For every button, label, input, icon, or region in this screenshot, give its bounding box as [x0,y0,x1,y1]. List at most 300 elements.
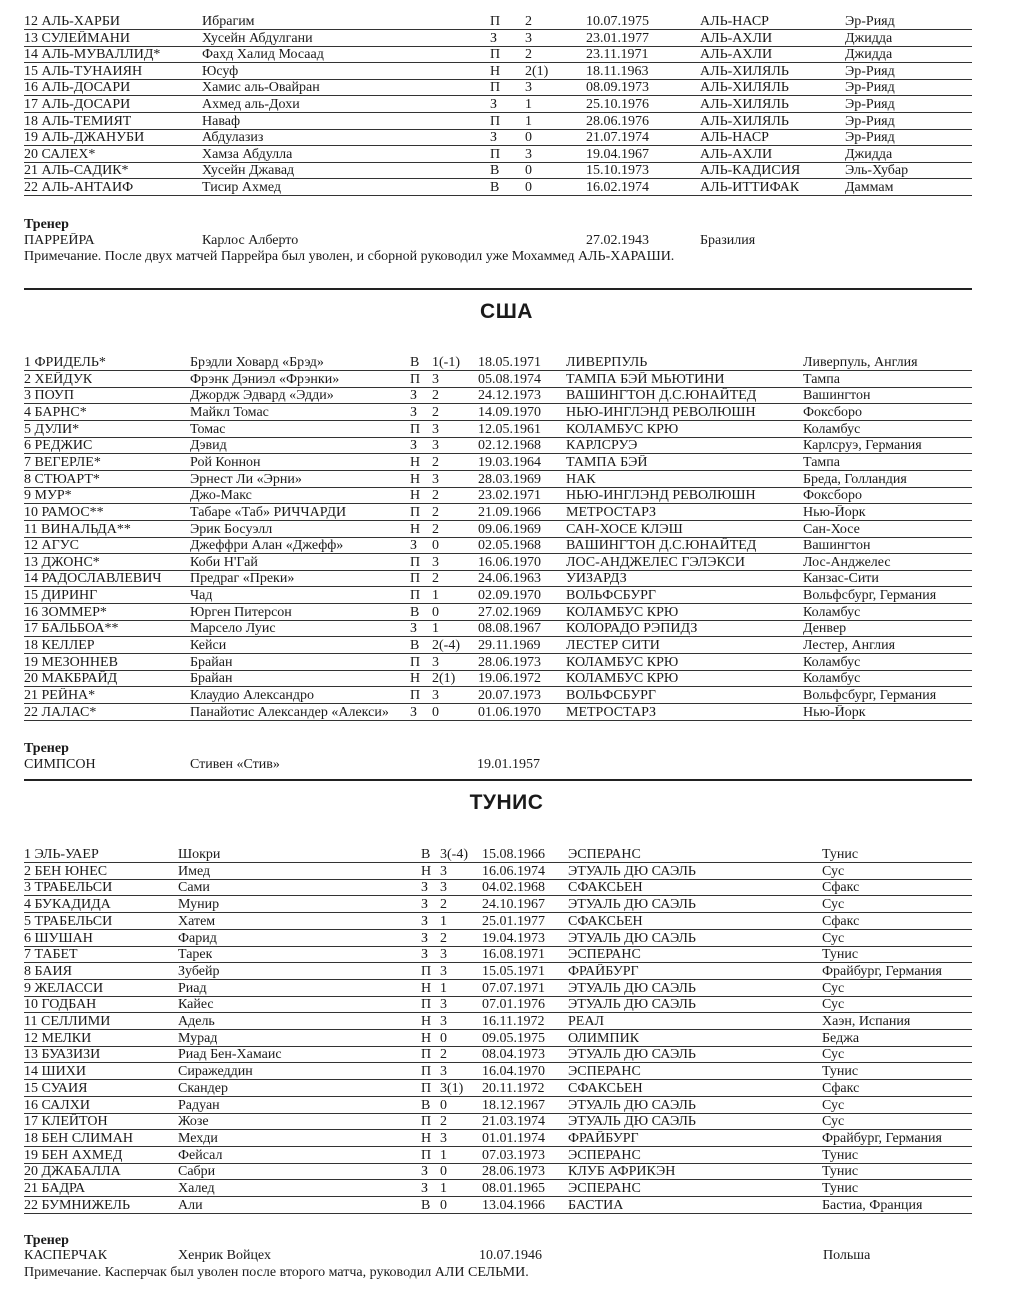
caps: 1 [440,1147,447,1163]
club: АЛЬ-АХЛИ [700,47,773,63]
position: В [410,604,420,620]
club: ВАШИНГТОН Д.С.ЮНАЙТЕД [566,538,757,554]
birthdate: 02.05.1968 [478,538,541,554]
birthdate: 21.03.1974 [482,1114,545,1130]
club: СФАКСЬЕН [568,1080,643,1096]
city: Бастиа, Франция [822,1197,923,1213]
city: Тампа [803,371,840,387]
birthdate: 05.08.1974 [478,371,541,387]
birthdate: 01.01.1974 [482,1130,545,1146]
player-name: 17 БАЛЬБОА** [24,621,119,637]
position: В [410,355,420,370]
table-row [0,571,1013,588]
player-name: 19 АЛЬ-ДЖАНУБИ [24,130,145,146]
position: З [421,1181,429,1196]
birthdate: 02.09.1970 [478,588,541,604]
position: В [421,847,431,862]
player-firstname: Рой Коннон [190,454,261,470]
caps: 3 [432,421,439,437]
club: ФРАЙБУРГ [568,963,639,979]
city: Сус [822,1047,845,1063]
birthdate: 04.02.1968 [482,880,545,896]
position: Н [421,1130,432,1146]
player-name: 16 АЛЬ-ДОСАРИ [24,80,131,96]
club: САН-ХОСЕ КЛЭШ [566,521,683,537]
city: Джидда [845,146,893,162]
saudi-coach-birthdate: 27.02.1943 [586,233,649,248]
caps: 2 [432,488,439,504]
player-name: 8 БАИЯ [24,963,72,979]
table-row [0,638,1013,655]
caps: 0 [440,1030,447,1046]
usa-coach-surname: СИМПСОН [24,757,96,772]
club: ВОЛЬФСБУРГ [566,688,657,703]
player-name: 19 БЕН АХМЕД [24,1147,123,1163]
saudi-coach-label: Тренер [24,217,69,232]
birthdate: 18.11.1963 [586,63,649,79]
city: Эль-Хубар [845,163,909,179]
table-row [0,455,1013,472]
birthdate: 08.09.1973 [586,80,649,96]
caps: 1 [432,621,439,637]
club: ТАМПА БЭЙ [566,454,648,470]
club: ЭТУАЛЬ ДЮ САЭЛЬ [568,1047,696,1063]
table-row [0,488,1013,505]
table-row [0,555,1013,572]
player-firstname: Джо-Макс [190,488,252,504]
player-firstname: Фейсал [178,1147,223,1163]
player-name: 19 МЕЗОННЕВ [24,654,118,670]
player-firstname: Хусейн Абдулгани [202,30,313,46]
player-firstname: Скандер [178,1080,228,1096]
player-firstname: Кайес [178,997,214,1013]
caps: 2 [432,404,439,420]
player-firstname: Наваф [202,113,241,129]
city: Эр-Рияд [845,80,895,96]
club: АЛЬ-ХИЛЯЛЬ [700,80,789,96]
player-name: 9 ЖЕЛАССИ [24,980,104,996]
player-firstname: Табаре «Таб» РИЧЧАРДИ [190,504,347,520]
table-row [0,438,1013,455]
position: П [421,1114,432,1130]
player-name: 14 РАДОСЛАВЛЕВИЧ [24,571,162,587]
position: Н [421,863,432,879]
position: П [421,1147,432,1163]
player-name: 1 ЭЛЬ-УАЕР [24,847,99,862]
position: З [410,621,418,637]
caps: 1 [440,913,447,929]
player-firstname: Эрнест Ли «Эрни» [190,471,302,487]
position: П [421,997,432,1013]
caps: 1 [440,980,447,996]
birthdate: 07.01.1976 [482,997,545,1013]
birthdate: 16.06.1974 [482,863,545,879]
club: ЭТУАЛЬ ДЮ САЭЛЬ [568,1097,696,1113]
club: АЛЬ-АХЛИ [700,30,773,46]
player-firstname: Шокри [178,847,221,862]
caps: 2 [440,897,447,913]
tunisia-title: ТУНИС [469,791,544,814]
position: В [421,1097,431,1113]
caps: 3 [432,688,439,703]
city: Вольфсбург, Германия [803,688,937,703]
table-row [0,163,1013,180]
caps: 1(-1) [432,355,460,370]
club: АЛЬ-НАСР [700,14,769,29]
player-name: 15 АЛЬ-ТУНАИЯН [24,63,143,79]
player-name: 13 СУЛЕЙМАНИ [24,30,130,46]
position: П [421,1047,432,1063]
club: КОЛАМБУС КРЮ [566,654,679,670]
player-firstname: Халед [178,1181,215,1196]
city: Бреда, Голландия [803,471,907,487]
city: Фрайбург, Германия [822,963,942,979]
player-firstname: Панайотис Александер «Алекси» [190,704,389,720]
birthdate: 29.11.1969 [478,638,541,654]
birthdate: 10.07.1975 [586,14,649,29]
city: Сан-Хосе [803,521,860,537]
club: ЭТУАЛЬ ДЮ САЭЛЬ [568,897,696,913]
table-row [0,914,1013,931]
player-name: 20 ДЖАБАЛЛА [24,1164,121,1180]
caps: 2 [440,930,447,946]
player-name: 16 САЛХИ [24,1097,90,1113]
player-firstname: Мунир [178,897,220,913]
tunisia-coach-birthdate: 10.07.1946 [479,1248,542,1263]
city: Даммам [845,180,894,195]
player-name: 14 АЛЬ-МУВАЛЛИД* [24,47,161,63]
tunisia-coach-row [0,1248,1013,1266]
player-name: 22 БУМНИЖЕЛЬ [24,1197,131,1213]
caps: 0 [432,604,439,620]
player-firstname: Ахмед аль-Дохи [202,97,300,112]
tunisia-coach-country: Польша [823,1248,871,1263]
table-row [0,130,1013,147]
player-name: 7 ВЕГЕРЛЕ* [24,454,101,470]
table-row [0,931,1013,948]
club: КОЛАМБУС КРЮ [566,421,679,437]
caps: 1 [525,113,532,129]
birthdate: 25.01.1977 [482,913,545,929]
position: З [410,704,418,720]
player-name: 3 ПОУП [24,388,74,404]
city: Эр-Рияд [845,63,895,79]
city: Хаэн, Испания [822,1014,911,1029]
player-firstname: Брэдли Ховард «Брэд» [190,355,324,370]
position: В [490,163,500,179]
player-name: 9 МУР* [24,488,72,504]
table-row [0,505,1013,522]
birthdate: 18.05.1971 [478,355,541,370]
player-firstname: Ибрагим [202,14,255,29]
player-firstname: Фрэнк Дэниэл «Фрэнки» [190,371,340,387]
usa-title: США [480,300,533,323]
player-name: 5 ТРАБЕЛЬСИ [24,913,113,929]
player-name: 11 ВИНАЛЬДА** [24,521,131,537]
table-row [0,372,1013,389]
caps: 3 [440,1014,447,1029]
player-name: 17 КЛЕЙТОН [24,1114,108,1130]
birthdate: 15.05.1971 [482,963,545,979]
birthdate: 28.06.1973 [482,1164,545,1180]
player-firstname: Клаудио Александро [190,688,315,703]
player-name: 18 КЕЛЛЕР [24,638,95,654]
player-firstname: Адель [178,1014,215,1029]
player-firstname: Кейси [190,638,227,654]
club: КОЛОРАДО РЭПИДЗ [566,621,698,637]
city: Сус [822,980,845,996]
player-name: 12 АГУС [24,538,79,554]
caps: 1 [432,588,439,604]
table-row [0,1114,1013,1131]
player-name: 13 БУАЗИЗИ [24,1047,101,1063]
birthdate: 07.03.1973 [482,1147,545,1163]
saudi-note: Примечание. После двух матчей Паррейра был уволен, и сборной руководил уже Мохаммед АЛЬ-ХАРАШИ. [24,249,675,264]
caps: 3 [525,30,532,46]
club: ЭТУАЛЬ ДЮ САЭЛЬ [568,980,696,996]
club: ТАМПА БЭЙ МЬЮТИНИ [566,371,725,387]
caps: 2 [432,521,439,537]
saudi-coach-name: Карлос Алберто [202,233,299,248]
position: П [410,421,421,437]
caps: 3(1) [440,1080,464,1096]
birthdate: 19.04.1973 [482,930,545,946]
table-row [0,605,1013,622]
club: КОЛАМБУС КРЮ [566,671,679,687]
player-firstname: Коби Н'Гай [190,554,258,570]
club: ЭСПЕРАНС [568,1064,641,1080]
birthdate: 27.02.1969 [478,604,541,620]
player-name: 21 БАДРА [24,1181,86,1196]
caps: 1 [440,1181,447,1196]
player-name: 2 БЕН ЮНЕС [24,863,108,879]
birthdate: 24.12.1973 [478,388,541,404]
position: П [490,14,501,29]
position: П [410,588,421,604]
player-firstname: Мехди [178,1130,218,1146]
club: КОЛАМБУС КРЮ [566,604,679,620]
caps: 3 [525,80,532,96]
position: П [490,80,501,96]
city: Канзас-Сити [803,571,879,587]
birthdate: 23.11.1971 [586,47,649,63]
player-firstname: Джордж Эдвард «Эдди» [190,388,334,404]
city: Тунис [822,947,859,963]
club: ЭСПЕРАНС [568,947,641,963]
table-row [0,47,1013,64]
city: Тунис [822,847,859,862]
player-firstname: Жозе [178,1114,209,1130]
table-row [0,1148,1013,1165]
birthdate: 01.06.1970 [478,704,541,720]
player-firstname: Радуан [178,1097,220,1113]
birthdate: 19.06.1972 [478,671,541,687]
club: СФАКСЬЕН [568,913,643,929]
player-firstname: Хатем [178,913,216,929]
player-firstname: Марсело Луис [190,621,276,637]
caps: 3 [432,554,439,570]
caps: 2(-4) [432,638,460,654]
caps: 0 [440,1097,447,1113]
city: Беджа [822,1030,860,1046]
table-row [0,981,1013,998]
player-firstname: Дэвид [190,438,227,454]
player-name: 10 ГОДБАН [24,997,97,1013]
player-firstname: Сабри [178,1164,216,1180]
player-firstname: Эрик Босуэлл [190,521,273,537]
city: Сус [822,1097,845,1113]
table-row [0,947,1013,964]
club: АЛЬ-НАСР [700,130,769,146]
player-firstname: Сиражеддин [178,1064,253,1080]
player-firstname: Томас [190,421,226,437]
player-firstname: Хамис аль-Овайран [202,80,320,96]
club: АЛЬ-ХИЛЯЛЬ [700,63,789,79]
caps: 3(-4) [440,847,468,862]
position: Н [410,521,421,537]
player-name: 8 СТЮАРТ* [24,471,100,487]
player-firstname: Риад Бен-Хамаис [178,1047,282,1063]
usa-coach-label: Тренер [24,741,69,756]
birthdate: 24.10.1967 [482,897,545,913]
city: Тунис [822,1164,859,1180]
player-name: 5 ДУЛИ* [24,421,80,437]
position: П [421,963,432,979]
city: Фоксборо [803,404,863,420]
city: Коламбус [803,671,861,687]
city: Тунис [822,1181,859,1196]
position: З [421,947,429,963]
club: ЭТУАЛЬ ДЮ САЭЛЬ [568,863,696,879]
caps: 3 [432,371,439,387]
city: Сфакс [822,913,860,929]
player-firstname: Юсуф [202,63,239,79]
club: МЕТРОСТАРЗ [566,504,657,520]
table-row [0,1081,1013,1098]
caps: 2(1) [525,63,549,79]
caps: 0 [525,130,532,146]
city: Джидда [845,30,893,46]
table-row [0,1198,1013,1215]
table-row [0,1031,1013,1048]
player-name: 21 АЛЬ-САДИК* [24,163,129,179]
city: Сус [822,997,845,1013]
club: РЕАЛ [568,1014,604,1029]
position: Н [490,63,501,79]
birthdate: 28.06.1973 [478,654,541,670]
position: Н [410,671,421,687]
table-row [0,180,1013,197]
club: ЭТУАЛЬ ДЮ САЭЛЬ [568,1114,696,1130]
table-row [0,880,1013,897]
club: АЛЬ-ХИЛЯЛЬ [700,97,789,112]
position: П [410,688,421,703]
city: Эр-Рияд [845,113,895,129]
city: Коламбус [803,604,861,620]
city: Эр-Рияд [845,14,895,29]
position: П [410,654,421,670]
club: СФАКСЬЕН [568,880,643,896]
city: Вашингтон [803,538,871,554]
birthdate: 21.07.1974 [586,130,649,146]
position: П [410,571,421,587]
position: Н [421,1030,432,1046]
birthdate: 16.08.1971 [482,947,545,963]
player-firstname: Мурад [178,1030,218,1046]
player-name: 1 ФРИДЕЛЬ* [24,355,106,370]
player-firstname: Брайан [190,654,233,670]
caps: 3 [432,471,439,487]
club: ЛИВЕРПУЛЬ [566,355,648,370]
club: АЛЬ-АХЛИ [700,146,773,162]
table-row [0,671,1013,688]
caps: 2 [440,1114,447,1130]
club: КАРЛСРУЭ [566,438,638,454]
caps: 2 [440,1047,447,1063]
birthdate: 28.06.1976 [586,113,649,129]
birthdate: 12.05.1961 [478,421,541,437]
birthdate: 15.10.1973 [586,163,649,179]
player-name: 18 АЛЬ-ТЕМИЯТ [24,113,132,129]
tunisia-coach-label: Тренер [24,1233,69,1248]
player-name: 6 РЕДЖИС [24,438,93,454]
club: ОЛИМПИК [568,1030,640,1046]
birthdate: 07.07.1971 [482,980,545,996]
table-row [0,1164,1013,1181]
table-row [0,705,1013,722]
city: Сус [822,1114,845,1130]
player-name: 12 АЛЬ-ХАРБИ [24,14,120,29]
caps: 2 [432,571,439,587]
birthdate: 14.09.1970 [478,404,541,420]
table-row [0,1014,1013,1031]
position: Н [421,1014,432,1029]
birthdate: 28.03.1969 [478,471,541,487]
table-row [0,655,1013,672]
usa-coach-birthdate: 19.01.1957 [477,757,540,772]
table-row [0,31,1013,48]
table-row [0,114,1013,131]
position: З [421,1164,429,1180]
saudi-coach-surname: ПАРРЕЙРА [24,233,95,248]
player-firstname: Джеффри Алан «Джефф» [190,538,344,554]
city: Эр-Рияд [845,97,895,112]
position: З [490,130,498,146]
player-firstname: Предраг «Преки» [190,571,295,587]
position: З [410,404,418,420]
player-name: 18 БЕН СЛИМАН [24,1130,133,1146]
birthdate: 21.09.1966 [478,504,541,520]
caps: 3 [440,947,447,963]
city: Тампа [803,454,840,470]
city: Нью-Йорк [803,504,866,520]
table-row [0,355,1013,372]
caps: 2 [432,388,439,404]
city: Вольфсбург, Германия [803,588,937,604]
position: П [490,47,501,63]
position: П [410,554,421,570]
birthdate: 24.06.1963 [478,571,541,587]
birthdate: 16.02.1974 [586,180,649,195]
player-firstname: Хамза Абдулла [202,146,293,162]
birthdate: 20.07.1973 [478,688,541,703]
position: Н [410,454,421,470]
club: ЛОС-АНДЖЕЛЕС ГЭЛЭКСИ [566,554,745,570]
city: Сус [822,863,845,879]
birthdate: 08.04.1973 [482,1047,545,1063]
table-row [0,897,1013,914]
table-row [0,1181,1013,1198]
